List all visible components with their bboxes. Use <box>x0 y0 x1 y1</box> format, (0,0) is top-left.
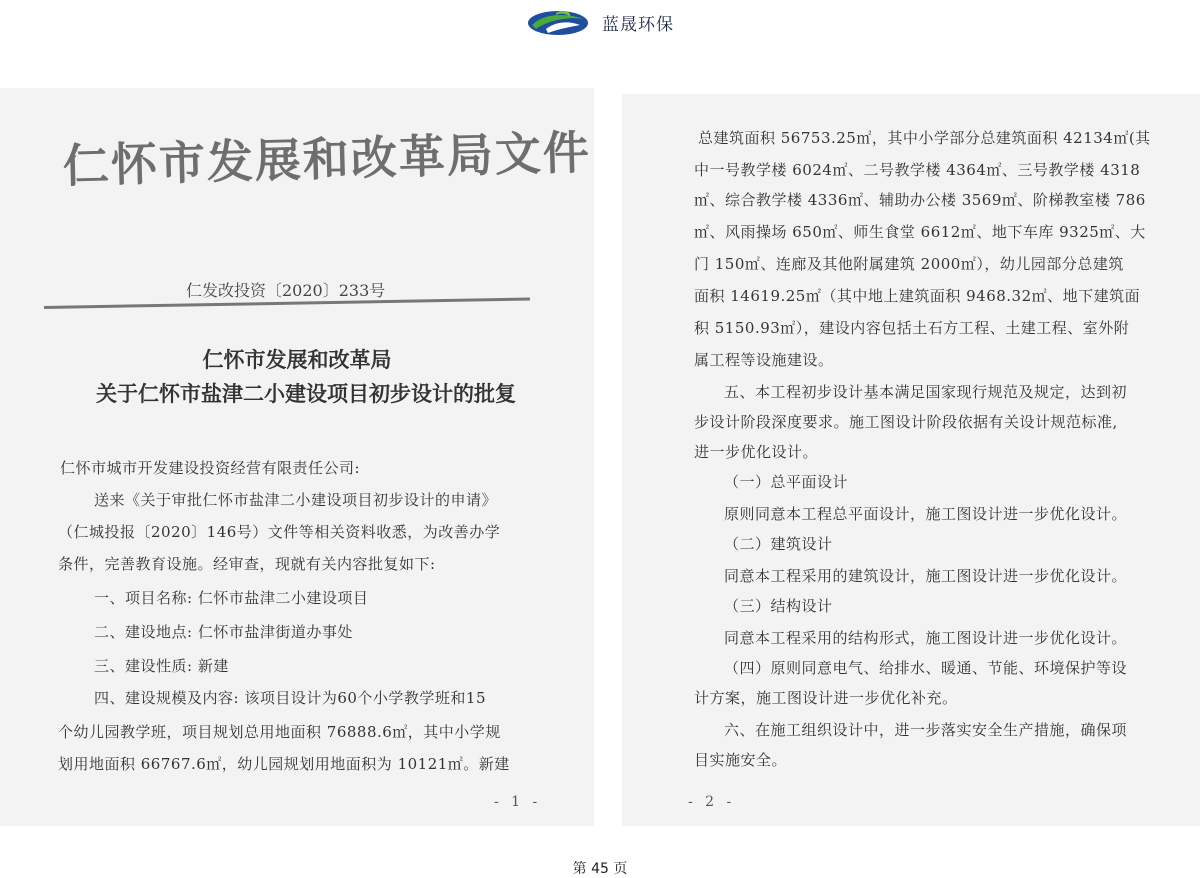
body-line: 同意本工程采用的建筑设计，施工图设计进一步优化设计。 <box>724 567 1128 585</box>
body-line: 条件，完善教育设施。经审查，现就有关内容批复如下: <box>58 555 436 573</box>
scan-page-2 <box>622 94 1200 826</box>
section-heading: （一）总平面设计 <box>724 473 849 491</box>
document-header-title: 仁怀市发展和改革局文件 <box>62 125 592 193</box>
body-line: 二、建设地点: 仁怀市盐津街道办事处 <box>94 623 353 641</box>
body-line: 划用地面积 66767.6㎡，幼儿园规划用地面积为 10121㎡。新建 <box>58 755 510 773</box>
body-line: 四、建设规模及内容: 该项目设计为60个小学教学班和15 <box>94 689 486 707</box>
body-line: 计方案，施工图设计进一步优化补充。 <box>694 689 958 707</box>
body-line: 门 150㎡、连廊及其他附属建筑 2000㎡），幼儿园部分总建筑 <box>694 255 1124 273</box>
section-heading: （三）结构设计 <box>724 597 833 615</box>
page-2-footer: - 2 - <box>688 794 736 810</box>
subject-title: 关于仁怀市盐津二小建设项目初步设计的批复 <box>96 381 516 406</box>
issuer-title: 仁怀市发展和改革局 <box>202 347 392 372</box>
body-line: ㎡、综合教学楼 4336㎡、辅助办公楼 3569㎡、阶梯教室楼 786 <box>694 191 1146 209</box>
brand-name: 蓝晟环保 <box>602 14 674 35</box>
body-line: 中一号教学楼 6024㎡、二号教学楼 4364㎡、三号教学楼 4318 <box>694 161 1141 179</box>
addressee-line: 仁怀市城市开发建设投资经营有限责任公司: <box>60 459 361 477</box>
body-line: 送来《关于审批仁怀市盐津二小建设项目初步设计的申请》 <box>94 491 498 509</box>
body-line: 总建筑面积 56753.25㎡，其中小学部分总建筑面积 42134㎡(其 <box>698 129 1151 147</box>
lansheng-logo-icon <box>526 7 590 37</box>
body-line: ㎡、风雨操场 650㎡、师生食堂 6612㎡、地下车库 9325㎡、大 <box>694 223 1146 241</box>
body-line: 同意本工程采用的结构形式，施工图设计进一步优化设计。 <box>724 629 1128 647</box>
body-line: 一、项目名称: 仁怀市盐津二小建设项目 <box>94 589 369 607</box>
body-line: 五、本工程初步设计基本满足国家现行规范及规定，达到初 <box>724 383 1128 401</box>
body-line: 原则同意本工程总平面设计，施工图设计进一步优化设计。 <box>724 505 1128 523</box>
scan-page-1 <box>0 88 594 826</box>
body-line: 六、在施工组织设计中，进一步落实安全生产措施，确保项 <box>724 721 1128 739</box>
page-number: 第 45 页 <box>572 861 628 877</box>
body-line: 积 5150.93㎡），建设内容包括土石方工程、土建工程、室外附 <box>694 319 1130 337</box>
body-line: 进一步优化设计。 <box>694 443 819 461</box>
body-line: 三、建设性质: 新建 <box>94 657 229 675</box>
body-line: 属工程等设施建设。 <box>694 351 834 369</box>
body-line: 目实施安全。 <box>694 751 788 769</box>
document-number: 仁发改投资〔2020〕233号 <box>186 281 386 300</box>
body-line: （仁城投报〔2020〕146号）文件等相关资料收悉，为改善办学 <box>58 523 501 541</box>
section-heading: （二）建筑设计 <box>724 535 833 553</box>
body-line: （四）原则同意电气、给排水、暖通、节能、环境保护等设 <box>724 659 1128 677</box>
body-line: 步设计阶段深度要求。施工图设计阶段依据有关设计规范标准, <box>694 413 1118 431</box>
page-header <box>0 0 1200 44</box>
body-line: 个幼儿园教学班，项目规划总用地面积 76888.6㎡，其中小学规 <box>58 723 501 741</box>
body-line: 面积 14619.25㎡（其中地上建筑面积 9468.32㎡、地下建筑面 <box>694 287 1141 305</box>
page-1-footer: - 1 - <box>494 794 542 810</box>
